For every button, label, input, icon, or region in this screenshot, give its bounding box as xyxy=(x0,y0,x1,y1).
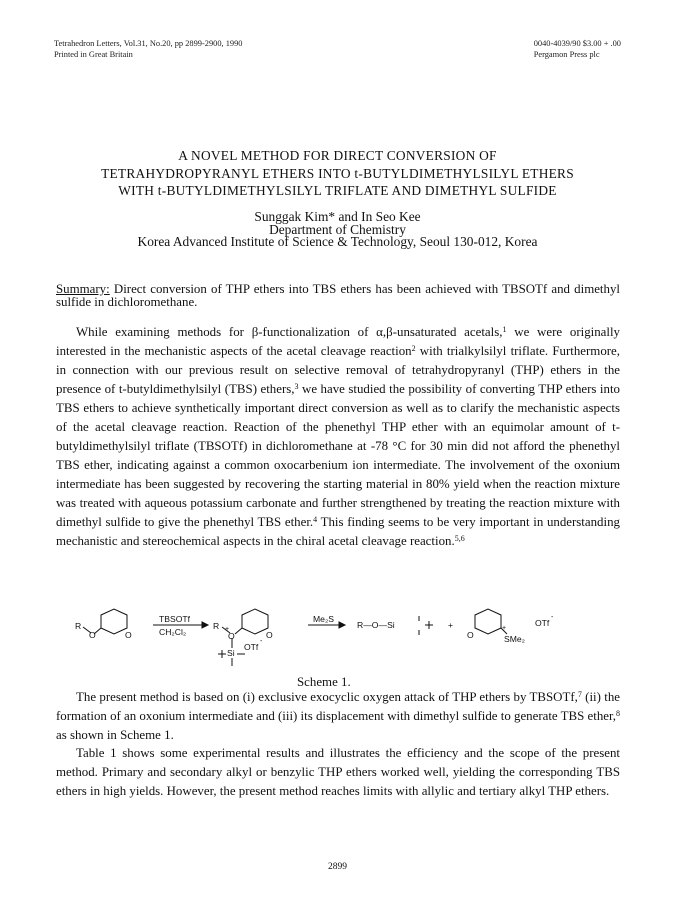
institute: Korea Advanced Institute of Science & Technology, Seoul 130-012, Korea xyxy=(137,234,538,249)
para2-text-1: The present method is based on (i) exclusive exocyclic oxygen attack of THP ethers by TBSOTf, xyxy=(76,690,578,704)
printed-location: Printed in Great Britain xyxy=(54,50,133,59)
scheme-reagent-2: Me₂S xyxy=(313,614,335,624)
author-block xyxy=(40,211,635,249)
scheme-triflate-1: OTf xyxy=(244,642,259,652)
scheme-caption: Scheme 1. xyxy=(297,675,351,689)
scheme-oxygen-5: O xyxy=(467,630,474,640)
reference-5-6: 5,6 xyxy=(454,534,465,543)
paper-title xyxy=(40,147,635,200)
thp-ring-3 xyxy=(475,609,501,634)
reference-4: 4 xyxy=(313,515,318,524)
scheme-1-drawing xyxy=(70,603,610,683)
summary-label: Summary: xyxy=(56,282,110,296)
summary-text: Direct conversion of THP ethers into TBS ethers has been achieved with TBSOTf and dimethyl sulfide in dichloromethane. xyxy=(56,282,620,309)
scheme-tbs-product: R—O—Si xyxy=(357,620,395,630)
scheme-triflate-2: OTf xyxy=(535,618,550,628)
para1-text-4: we have studied the possibility of converting THP ethers into TBS ethers to achieve synthetically important direct conversion as well as to clarify the mechanistic aspects of the acetal cleavage reaction. Reaction of the phenethyl THP ether with an equimolar amount of t-butyldimethylsilyl triflate (TBSOTf) in dichloromethane at -78 °C for 30 min did not afford the phenethyl TBS ether, indicating against a common oxocarbenium ion intermediate. The involvement of the oxonium intermediate has been suggested by recovering the starting material in 80% yield when the reaction mixture was treated with aqueous potassium carbonate and further strengthened by treating the reaction mixture with dimethyl sulfide to give the phenethyl TBS ether. xyxy=(56,382,620,529)
scheme-1-figure xyxy=(70,603,610,683)
scheme-r-2: R xyxy=(213,621,220,631)
para1-text-2: we were originally interested in the mechanistic aspects of the acetal cleavage reaction xyxy=(56,325,620,358)
thp-ring-1 xyxy=(101,609,127,634)
reference-7: 7 xyxy=(577,690,582,699)
arrow-head-2 xyxy=(339,622,345,628)
para1-text-5: This finding seems to be very important in understanding mechanistic and stereochemical aspects in the chiral acetal cleavage reaction. xyxy=(56,515,620,548)
scheme-sulfonium: SMe₂ xyxy=(504,634,526,644)
summary xyxy=(56,283,620,308)
paragraph-2 xyxy=(56,688,620,745)
article-code: 0040-4039/90 $3.00 + .00 xyxy=(533,39,621,48)
reference-1: 1 xyxy=(502,325,507,334)
para2-text-3: as shown in Scheme 1. xyxy=(56,728,174,742)
scheme-oxygen-3: O xyxy=(228,631,235,641)
publisher: Pergamon Press plc xyxy=(533,50,600,59)
paragraph-1 xyxy=(56,323,620,551)
scheme-r-1: R xyxy=(75,621,82,631)
arrow-head-1 xyxy=(202,622,208,628)
scheme-reagent-1: TBSOTf xyxy=(159,614,191,624)
running-header-right xyxy=(534,38,621,60)
para3-text: Table 1 shows some experimental results and illustrates the efficiency and the scope of the present method. Primary and secondary alkyl or benzylic THP ethers worked well, yielding the corresponding TBS ethers in high yields. However, the present method reaches limits with allylic and tertiary alkyl THP ethers. xyxy=(56,746,620,798)
page-number: 2899 xyxy=(328,862,347,872)
journal-citation: Tetrahedron Letters, Vol.31, No.20, pp 2899-2900, 1990 xyxy=(54,39,243,48)
title-line-2: TETRAHYDROPYRANYL ETHERS INTO t-BUTYLDIMETHYLSILYL ETHERS xyxy=(101,165,574,181)
bond-o-ring-2 xyxy=(235,628,242,634)
scheme-plus-charge-1: + xyxy=(225,626,230,633)
running-header-left xyxy=(54,38,242,60)
para1-text-3: with trialkylsilyl triflate. Furthermore, in connection with our previous result on selective removal of tetrahydropyranyl (THP) ethers in the presence of t-butyldimethylsilyl (TBS) ethers, xyxy=(56,344,620,396)
scheme-plus-sign: + xyxy=(448,620,454,630)
thp-ring-2 xyxy=(242,609,268,634)
title-line-1: A NOVEL METHOD FOR DIRECT CONVERSION OF xyxy=(178,148,497,163)
author-names: Sunggak Kim* and In Seo Kee xyxy=(254,209,421,224)
para2-text-2: (ii) the formation of an oxonium intermediate and (iii) its displacement with dimethyl sulfide to generate TBS ether, xyxy=(56,690,621,723)
scheme-oxygen-2: O xyxy=(125,630,132,640)
paragraph-3 xyxy=(56,744,620,801)
scheme-solvent-1: CH₂Cl₂ xyxy=(159,627,187,637)
scheme-oxygen-4: O xyxy=(266,630,273,640)
scheme-minus-charge-2: - xyxy=(551,614,554,621)
scheme-minus-charge-1: - xyxy=(260,638,263,645)
scheme-silicon-1: Si xyxy=(227,648,235,658)
reference-3: 3 xyxy=(294,382,299,391)
para1-text-1: While examining methods for β-functionalization of α,β-unsaturated acetals, xyxy=(76,325,503,339)
scheme-plus-charge-2: + xyxy=(502,625,507,632)
reference-2: 2 xyxy=(411,344,416,353)
department: Department of Chemistry xyxy=(269,221,406,237)
title-line-3: WITH t-BUTYLDIMETHYLSILYL TRIFLATE AND DIMETHYL SULFIDE xyxy=(118,183,557,198)
reference-8: 8 xyxy=(616,709,620,718)
scheme-oxygen-1: O xyxy=(89,630,96,640)
